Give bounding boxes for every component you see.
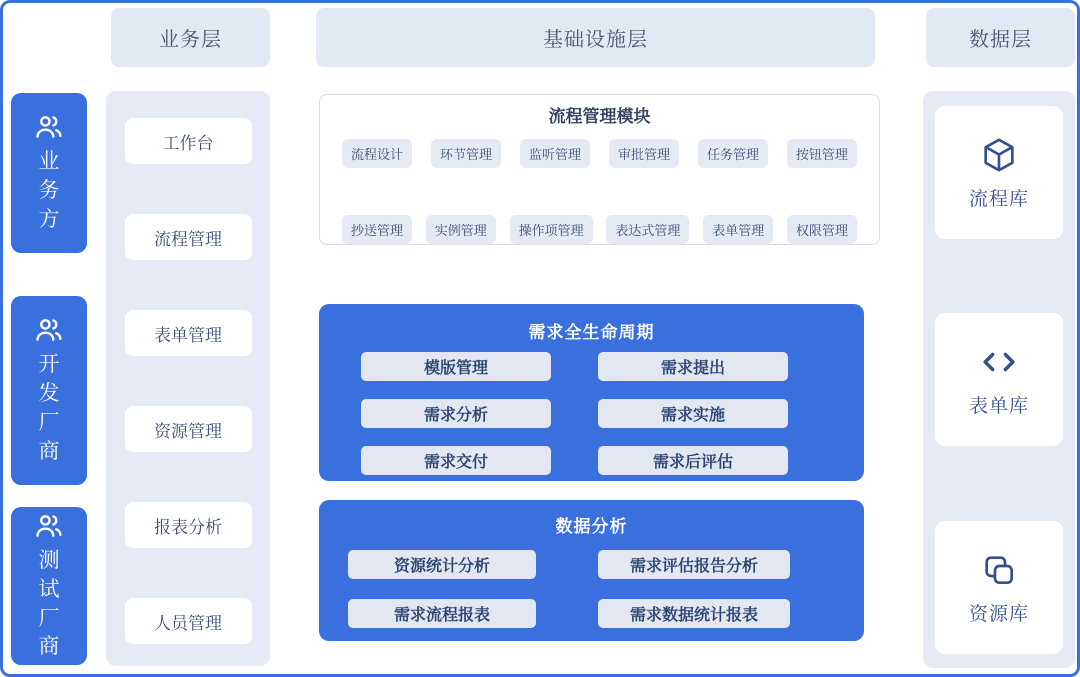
pill-template-mgmt: 模版管理 — [361, 352, 551, 381]
lifecycle-title: 需求全生命周期 — [528, 323, 655, 342]
node-report-analysis: 报表分析 — [125, 502, 252, 548]
users-icon — [33, 314, 65, 346]
actor-business-side — [11, 93, 87, 253]
chip-listener-mgmt: 监听管理 — [520, 139, 590, 168]
chip-expression-mgmt: 表达式管理 — [606, 215, 689, 244]
pill-req-eval-report: 需求评估报告分析 — [598, 550, 790, 579]
node-form-mgmt: 表单管理 — [125, 310, 252, 356]
actor-dev-vendor — [11, 296, 87, 485]
chip-process-design: 流程设计 — [342, 139, 412, 168]
chip-instance-mgmt: 实例管理 — [426, 215, 496, 244]
process-module-box — [319, 94, 880, 245]
pill-req-process-report: 需求流程报表 — [348, 599, 536, 628]
node-workbench: 工作台 — [125, 118, 252, 164]
chip-form-mgmt: 表单管理 — [703, 215, 773, 244]
users-icon — [33, 111, 65, 143]
card-label: 表单库 — [968, 395, 1029, 417]
pill-req-implement: 需求实施 — [598, 399, 788, 428]
pill-req-data-report: 需求数据统计报表 — [598, 599, 790, 628]
header-business-layer: 业务层 — [111, 8, 270, 67]
node-resource-mgmt: 资源管理 — [125, 406, 252, 452]
users-icon — [33, 510, 65, 542]
card-label: 资源库 — [968, 603, 1029, 625]
process-module-row-2 — [342, 215, 857, 244]
data-analysis-box — [319, 500, 864, 641]
header-infrastructure-layer: 基础设施层 — [316, 8, 875, 67]
code-brackets-icon — [979, 342, 1019, 382]
data-analysis-title: 数据分析 — [555, 517, 628, 536]
pill-resource-stats: 资源统计分析 — [348, 550, 536, 579]
lifecycle-grid — [319, 352, 864, 475]
pill-req-delivery: 需求交付 — [361, 446, 551, 475]
process-module-title: 流程管理模块 — [548, 107, 651, 126]
card-label: 流程库 — [968, 188, 1029, 210]
header-data-layer: 数据层 — [926, 8, 1075, 67]
chip-step-mgmt: 环节管理 — [431, 139, 501, 168]
pill-req-post-eval: 需求后评估 — [598, 446, 788, 475]
card-process-library — [935, 106, 1063, 239]
chip-permission-mgmt: 权限管理 — [787, 215, 857, 244]
chip-button-mgmt: 按钮管理 — [787, 139, 857, 168]
actor-label: 业务方 — [38, 150, 60, 231]
cube-icon — [979, 135, 1019, 175]
chip-task-mgmt: 任务管理 — [698, 139, 768, 168]
actor-test-vendor — [11, 507, 87, 665]
copy-icon — [979, 550, 1019, 590]
node-process-mgmt: 流程管理 — [125, 214, 252, 260]
actor-label: 开发厂商 — [38, 353, 60, 463]
chip-cc-mgmt: 抄送管理 — [342, 215, 412, 244]
pill-req-proposal: 需求提出 — [598, 352, 788, 381]
business-layer-column — [106, 91, 270, 666]
chip-approval-mgmt: 审批管理 — [609, 139, 679, 168]
card-form-library — [935, 313, 1063, 446]
node-personnel-mgmt: 人员管理 — [125, 598, 252, 644]
card-resource-library — [935, 521, 1063, 654]
lifecycle-box — [319, 304, 864, 481]
pill-req-analysis: 需求分析 — [361, 399, 551, 428]
data-analysis-grid — [319, 550, 864, 628]
process-module-row-1 — [342, 139, 857, 168]
chip-action-item-mgmt: 操作项管理 — [510, 215, 593, 244]
data-layer-column — [923, 91, 1075, 668]
actor-label: 测试厂商 — [38, 548, 60, 659]
